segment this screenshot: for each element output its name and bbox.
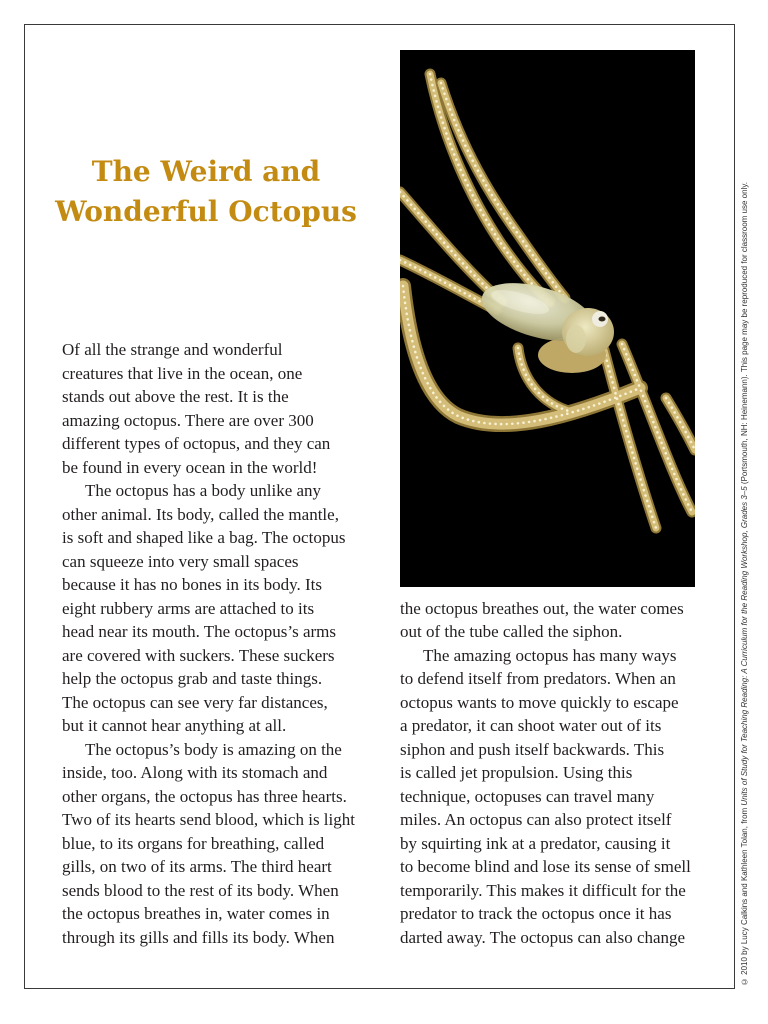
text-line: The octopus’s body is amazing on the — [85, 739, 342, 759]
text-line: creatures that live in the ocean, one — [62, 363, 303, 383]
text-line: other organs, the octopus has three hearts. — [62, 786, 347, 806]
text-line: Of all the strange and wonderful — [62, 340, 283, 359]
text-line: amazing octopus. There are over 300 — [62, 410, 314, 430]
text-line: the octopus breathes in, water comes in — [62, 904, 330, 924]
text-line: stands out above the rest. It is the — [62, 387, 289, 407]
paragraph — [62, 738, 387, 950]
text-line: inside, too. Along with its stomach and — [62, 763, 328, 783]
text-line: but it cannot hear anything at all. — [62, 716, 287, 736]
text-line: different types of octopus, and they can — [62, 434, 331, 454]
title-line-2: Wonderful Octopus — [55, 195, 357, 228]
paragraph — [400, 644, 710, 950]
text-line: miles. An octopus can also protect itself — [400, 810, 672, 830]
octopus-illustration — [400, 50, 695, 587]
text-line: to become blind and lose its sense of smell — [400, 857, 691, 877]
paragraph — [400, 597, 710, 644]
text-line: siphon and push itself backwards. This — [400, 739, 665, 759]
octopus-siphon — [566, 325, 586, 353]
text-line: are covered with suckers. These suckers — [62, 645, 335, 665]
text-line: gills, on two of its arms. The third heart — [62, 857, 332, 877]
text-line: Two of its hearts send blood, which is light — [62, 810, 355, 830]
copyright-notice — [740, 182, 750, 986]
copyright-prefix: © 2010 by Lucy Calkins and Kathleen Tolan, from — [740, 805, 749, 986]
text-line: because it has no bones in its body. Its — [62, 575, 322, 595]
text-line: is called jet propulsion. Using this — [400, 763, 633, 783]
text-line: out of the tube called the siphon. — [400, 622, 623, 642]
text-line: The octopus can see very far distances, — [62, 692, 328, 712]
text-line: to defend itself from predators. When an — [400, 669, 676, 689]
text-line: is soft and shaped like a bag. The octopus — [62, 528, 346, 548]
copyright-book-title: Units of Study for Teaching Reading: A Curriculum for the Reading Workshop, Grades 3–5 — [740, 486, 749, 806]
title-line-1: The Weird and — [91, 155, 321, 188]
text-line: the octopus breathes out, the water comes — [400, 598, 684, 618]
text-line: technique, octopuses can travel many — [400, 786, 655, 806]
text-line: a predator, it can shoot water out of its — [400, 716, 662, 736]
text-line: temporarily. This makes it difficult for the — [400, 880, 686, 900]
text-line: help the octopus grab and taste things. — [62, 669, 323, 689]
text-line: darted away. The octopus can also change — [400, 927, 686, 947]
text-line: predator to track the octopus once it has — [400, 904, 672, 924]
octopus-photo — [400, 50, 695, 587]
text-line: be found in every ocean in the world! — [62, 457, 318, 477]
copyright-suffix: (Portsmouth, NH: Heinemann). This page may be reproduced for classroom use only. — [740, 181, 749, 487]
text-line: octopus wants to move quickly to escape — [400, 692, 679, 712]
text-line: eight rubbery arms are attached to its — [62, 598, 315, 618]
text-line: through its gills and fills its body. When — [62, 927, 335, 947]
paragraph — [62, 338, 387, 479]
paragraph — [62, 479, 387, 738]
text-line: other animal. Its body, called the mantle, — [62, 504, 339, 524]
text-line: blue, to its organs for breathing, called — [62, 833, 325, 853]
text-line: sends blood to the rest of its body. When — [62, 880, 339, 900]
text-line: head near its mouth. The octopus’s arms — [62, 622, 336, 642]
text-line: The amazing octopus has many ways — [423, 645, 677, 665]
text-line: The octopus has a body unlike any — [85, 481, 322, 501]
octopus-pupil — [599, 317, 606, 322]
page-title — [30, 152, 382, 232]
right-column — [400, 597, 710, 950]
text-line: by squirting ink at a predator, causing it — [400, 833, 671, 853]
text-line: can squeeze into very small spaces — [62, 551, 299, 571]
left-column — [62, 338, 387, 949]
